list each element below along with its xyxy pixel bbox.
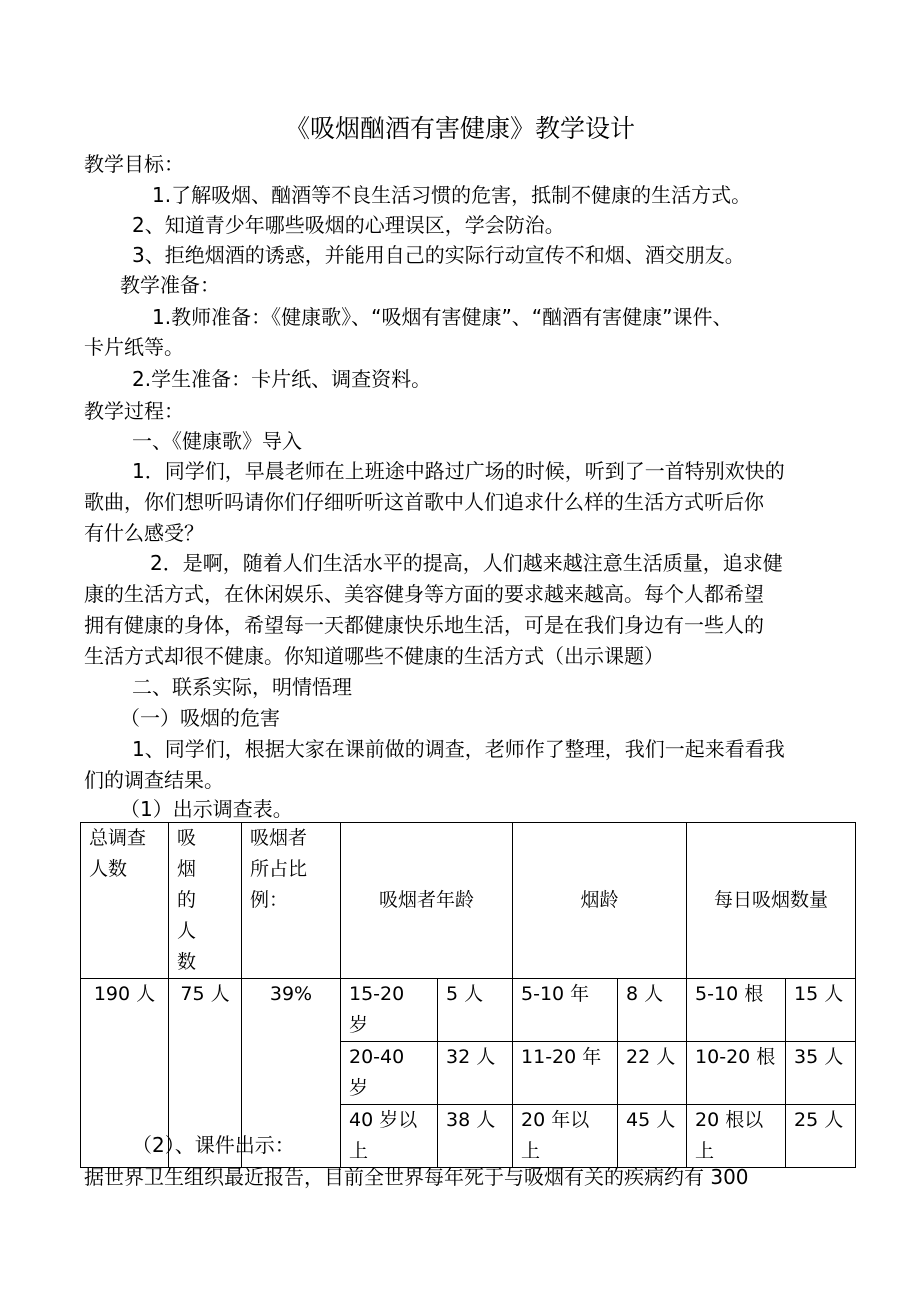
objectives-heading: 教学目标：: [84, 152, 184, 176]
student-preparation: 2.学生准备：卡片纸、调查资料。: [132, 367, 432, 391]
header-years: 烟龄: [513, 823, 687, 979]
paragraph-line: 康的生活方式，在休闲娱乐、美容健身等方面的要求越来越高。每个人都希望: [84, 582, 764, 606]
daily-range: 10-20 根: [687, 1042, 786, 1105]
years-range: 5-10 年: [513, 979, 618, 1042]
paragraph-line: 有什么感受？: [84, 521, 204, 545]
years-range: 11-20 年: [513, 1042, 618, 1105]
page-title: 《吸烟酗酒有害健康》教学设计: [284, 114, 635, 143]
age-count: 38 人: [438, 1105, 513, 1168]
ratio-value: 39%: [242, 979, 341, 1168]
paragraph-line: 生活方式却很不健康。你知道哪些不健康的生活方式（出示课题）: [84, 644, 664, 668]
header-age: 吸烟者年龄: [341, 823, 513, 979]
subsection-heading: （一）吸烟的危害: [120, 706, 280, 730]
table-row: [81, 979, 856, 1042]
objective-item: 3、拒绝烟酒的诱惑，并能用自己的实际行动宣传不和烟、酒交朋友。: [132, 243, 745, 267]
daily-count: 15 人: [786, 979, 856, 1042]
daily-range: 5-10 根: [687, 979, 786, 1042]
paragraph-line: 2．是啊，随着人们生活水平的提高，人们越来越注意生活质量，追求健: [150, 551, 783, 575]
age-range: 15-20 岁: [341, 979, 438, 1042]
years-count: 45 人: [618, 1105, 687, 1168]
courseware-heading: （2）、课件出示：: [132, 1133, 295, 1157]
header-daily: 每日吸烟数量: [687, 823, 856, 979]
age-range: 40 岁以 上: [341, 1105, 438, 1168]
years-count: 8 人: [618, 979, 687, 1042]
years-count: 22 人: [618, 1042, 687, 1105]
total-value: 190 人: [81, 979, 169, 1168]
teacher-preparation-cont: 卡片纸等。: [84, 335, 184, 359]
age-count: 32 人: [438, 1042, 513, 1105]
age-range: 20-40 岁: [341, 1042, 438, 1105]
section-heading: 一、《健康歌》导入: [132, 429, 302, 453]
teacher-preparation: 1.教师准备：《健康歌》、“吸烟有害健康”、“酗酒有害健康”课件、: [152, 305, 733, 329]
daily-range: 20 根以 上: [687, 1105, 786, 1168]
process-heading: 教学过程：: [84, 399, 184, 423]
paragraph-line: 1、同学们，根据大家在课前做的调查，老师作了整理，我们一起来看看我: [132, 737, 785, 761]
header-smokers: 吸 烟 的 人 数: [169, 823, 242, 979]
paragraph-line: 们的调查结果。: [84, 768, 224, 792]
years-range: 20 年以 上: [513, 1105, 618, 1168]
paragraph-line: 拥有健康的身体，希望每一天都健康快乐地生活，可是在我们身边有一些人的: [84, 613, 764, 637]
daily-count: 35 人: [786, 1042, 856, 1105]
paragraph-line: 歌曲，你们想听吗请你们仔细听听这首歌中人们追求什么样的生活方式听后你: [84, 490, 764, 514]
daily-count: 25 人: [786, 1105, 856, 1168]
preparation-heading: 教学准备：: [120, 273, 220, 297]
objective-item: 1.了解吸烟、酗酒等不良生活习惯的危害，抵制不健康的生活方式。: [152, 183, 752, 207]
smokers-value: 75 人: [169, 979, 242, 1168]
table-header-row: [81, 823, 856, 979]
header-total: 总调查 人数: [81, 823, 169, 979]
table-caption: （1）出示调查表。: [120, 797, 293, 821]
objective-item: 2、知道青少年哪些吸烟的心理误区，学会防治。: [132, 213, 565, 237]
paragraph-line: 据世界卫生组织最近报告，目前全世界每年死于与吸烟有关的疾病约有 300: [84, 1165, 749, 1189]
header-ratio: 吸烟者 所占比 例：: [242, 823, 341, 979]
section-heading: 二、联系实际，明情悟理: [132, 675, 352, 699]
age-count: 5 人: [438, 979, 513, 1042]
paragraph-line: 1．同学们，早晨老师在上班途中路过广场的时候，听到了一首特别欢快的: [132, 459, 785, 483]
survey-table: [80, 822, 856, 1168]
